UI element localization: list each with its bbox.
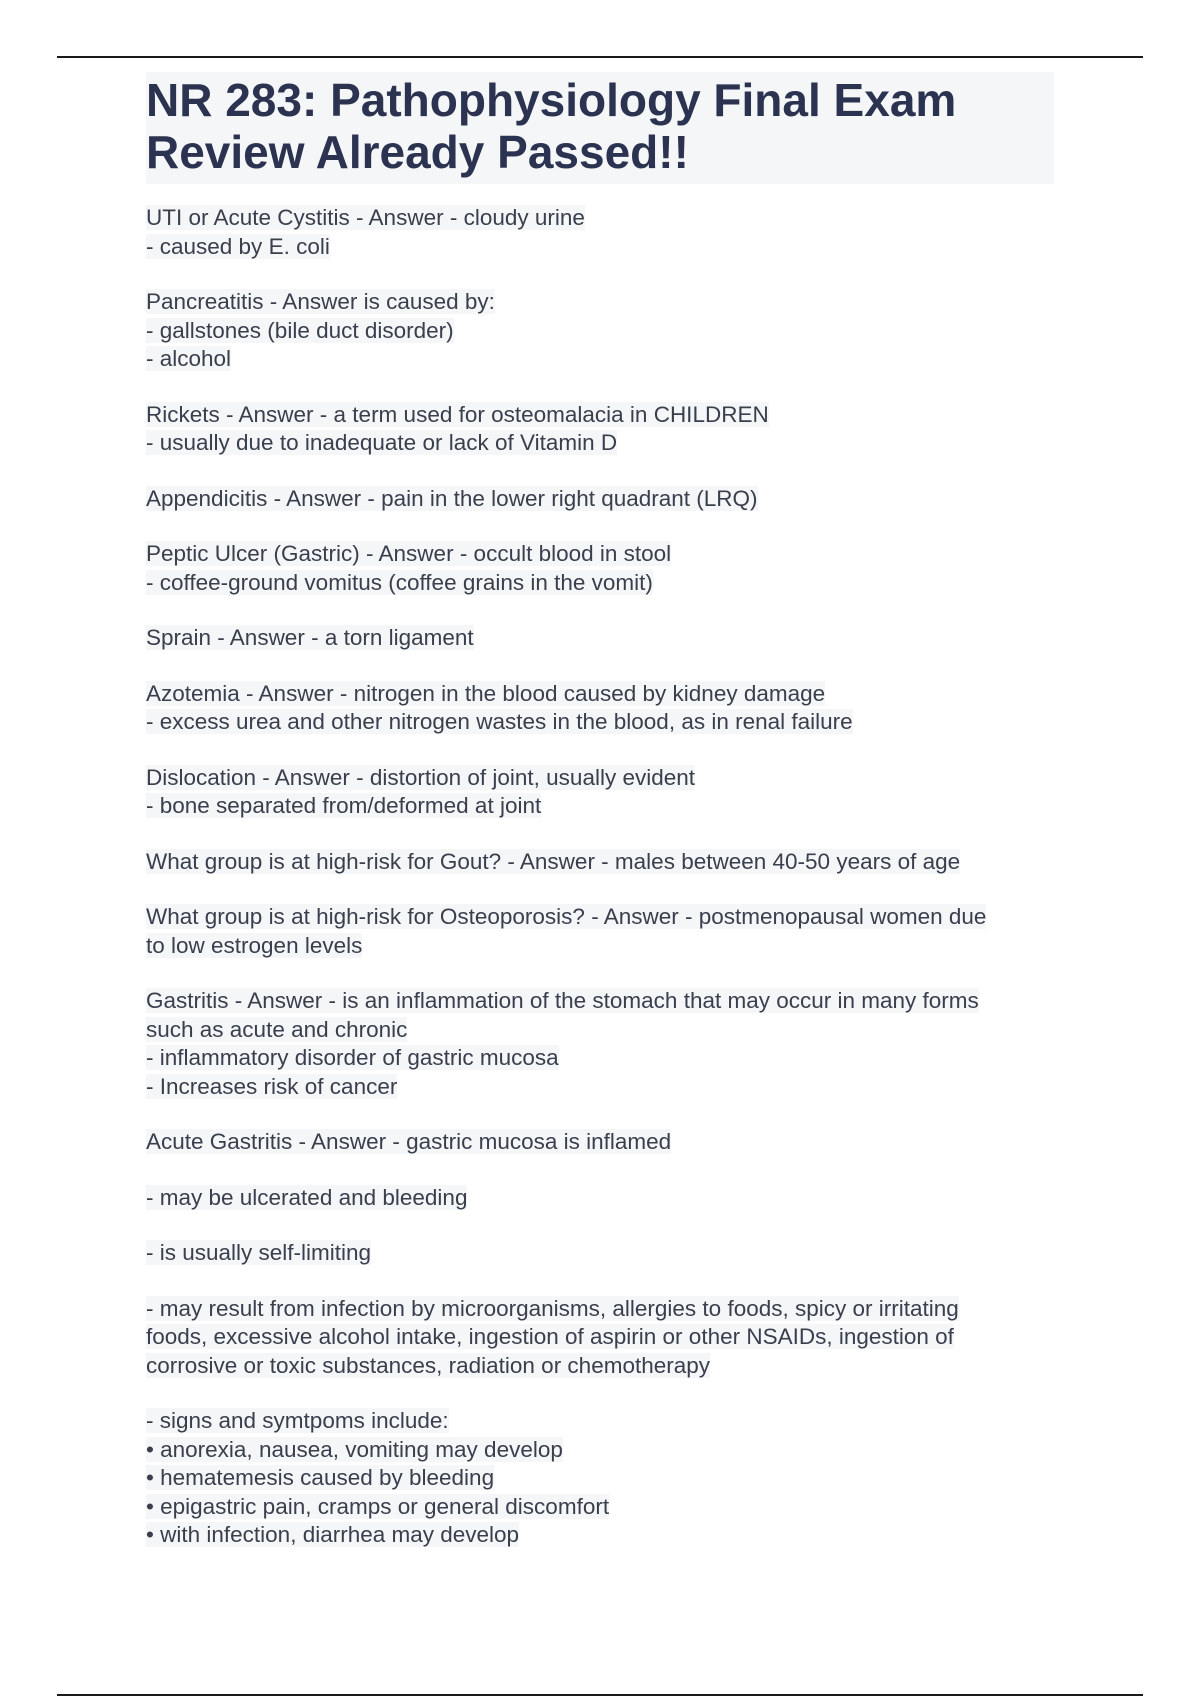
entry-line <box>146 624 1054 653</box>
qa-entry <box>146 485 1054 514</box>
entry-line-text: • hematemesis caused by bleeding <box>146 1465 495 1490</box>
entry-line <box>146 987 1054 1016</box>
qa-entry <box>146 1239 1054 1268</box>
qa-entry <box>146 624 1054 653</box>
entry-line-text: UTI or Acute Cystitis - Answer - cloudy urine <box>146 205 585 230</box>
qa-entry <box>146 903 1054 960</box>
entry-line-text: - is usually self-limiting <box>146 1240 372 1265</box>
title-line-2: Review Already Passed!! <box>146 126 689 178</box>
document-title <box>146 72 1054 184</box>
entry-line <box>146 1295 1054 1324</box>
entry-line <box>146 1239 1054 1268</box>
entry-line-text: Gastritis - Answer - is an inflammation of the stomach that may occur in many forms <box>146 988 979 1013</box>
entry-line <box>146 233 1054 262</box>
entry-line-text: - caused by E. coli <box>146 233 330 259</box>
entry-line <box>146 708 1054 737</box>
entry-line-text: What group is at high-risk for Osteoporosis? - Answer - postmenopausal women due <box>146 904 987 929</box>
entry-line-text: What group is at high-risk for Gout? - Answer - males between 40-50 years of age <box>146 848 961 874</box>
qa-entry <box>146 1407 1054 1550</box>
entry-line <box>146 1184 1054 1213</box>
document-body <box>146 72 1054 1577</box>
qa-entry <box>146 764 1054 821</box>
qa-entry <box>146 204 1054 261</box>
entry-line-text: - may result from infection by microorganisms, allergies to foods, spicy or irritating <box>146 1295 959 1321</box>
entry-line <box>146 1436 1054 1465</box>
entry-line <box>146 848 1054 877</box>
entry-line-text: - may be ulcerated and bleeding <box>146 1184 468 1210</box>
entry-line-text: - usually due to inadequate or lack of Vitamin D <box>146 430 618 455</box>
entry-line <box>146 792 1054 821</box>
entry-line <box>146 1521 1054 1550</box>
entry-line <box>146 569 1054 598</box>
bottom-rule <box>57 1694 1143 1696</box>
entry-line <box>146 932 1054 961</box>
qa-entry <box>146 1295 1054 1381</box>
entry-line-text: - Increases risk of cancer <box>146 1073 398 1099</box>
entry-line <box>146 1352 1054 1381</box>
entry-line <box>146 680 1054 709</box>
title-line-1: NR 283: Pathophysiology Final Exam <box>146 74 957 126</box>
entry-line <box>146 345 1054 374</box>
entry-line-text: Pancreatitis - Answer is caused by: <box>146 289 495 314</box>
entry-line-text: - signs and symtpoms include: <box>146 1408 449 1433</box>
entry-line <box>146 401 1054 430</box>
qa-entry <box>146 288 1054 374</box>
entry-line-text: Peptic Ulcer (Gastric) - Answer - occult blood in stool <box>146 541 672 566</box>
entry-line <box>146 204 1054 233</box>
entry-line <box>146 317 1054 346</box>
entry-line <box>146 764 1054 793</box>
entry-line-text: to low estrogen levels <box>146 932 363 958</box>
entry-line <box>146 288 1054 317</box>
qa-entry <box>146 540 1054 597</box>
entry-line-text: - bone separated from/deformed at joint <box>146 793 542 818</box>
entry-line-text: foods, excessive alcohol intake, ingestion of aspirin or other NSAIDs, ingestion of <box>146 1324 954 1349</box>
entry-line-text: • with infection, diarrhea may develop <box>146 1522 520 1547</box>
entry-line <box>146 1073 1054 1102</box>
entry-line <box>146 429 1054 458</box>
entry-line-text: • epigastric pain, cramps or general discomfort <box>146 1493 610 1519</box>
entry-line <box>146 485 1054 514</box>
entry-line-text: such as acute and chronic <box>146 1016 408 1042</box>
qa-entry <box>146 1128 1054 1157</box>
entry-line <box>146 1493 1054 1522</box>
entry-line <box>146 1323 1054 1352</box>
entry-line-text: - alcohol <box>146 346 232 371</box>
entry-line-text: - gallstones (bile duct disorder) <box>146 317 454 343</box>
entry-line <box>146 1044 1054 1073</box>
entry-line-text: Sprain - Answer - a torn ligament <box>146 625 474 650</box>
entry-line-text: Appendicitis - Answer - pain in the lower right quadrant (LRQ) <box>146 485 758 511</box>
entry-line <box>146 540 1054 569</box>
qa-entry <box>146 1184 1054 1213</box>
entry-line-text: Azotemia - Answer - nitrogen in the blood caused by kidney damage <box>146 680 826 706</box>
top-rule <box>57 56 1143 58</box>
entry-line <box>146 1407 1054 1436</box>
entry-line-text: - coffee-ground vomitus (coffee grains in the vomit) <box>146 569 653 595</box>
entry-line-text: - excess urea and other nitrogen wastes in the blood, as in renal failure <box>146 709 853 734</box>
entry-line-text: corrosive or toxic substances, radiation or chemotherapy <box>146 1352 711 1378</box>
entry-line-text: • anorexia, nausea, vomiting may develop <box>146 1436 563 1462</box>
qa-entry <box>146 680 1054 737</box>
qa-entry <box>146 848 1054 877</box>
entry-line <box>146 1016 1054 1045</box>
entry-line-text: Acute Gastritis - Answer - gastric mucosa is inflamed <box>146 1129 672 1154</box>
entry-line-text: - inflammatory disorder of gastric mucosa <box>146 1045 559 1070</box>
entry-line <box>146 903 1054 932</box>
entry-line <box>146 1464 1054 1493</box>
entry-line-text: Dislocation - Answer - distortion of joint, usually evident <box>146 764 696 790</box>
qa-entries <box>146 204 1054 1550</box>
qa-entry <box>146 987 1054 1101</box>
qa-entry <box>146 401 1054 458</box>
entry-line-text: Rickets - Answer - a term used for osteomalacia in CHILDREN <box>146 401 769 427</box>
entry-line <box>146 1128 1054 1157</box>
